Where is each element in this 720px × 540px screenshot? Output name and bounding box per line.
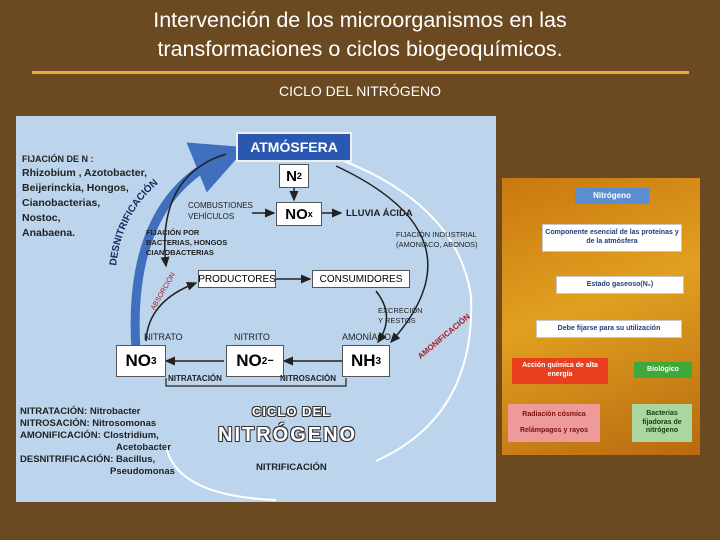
fijacion-list [22,166,147,241]
nitrificacion-label: NITRIFICACIÓN [256,462,327,473]
lluvia-label: LLUVIA ÁCIDA [346,208,413,219]
panel-bacterias: Bacterias fijadoras de nitrógeno [632,404,692,442]
excrecion-label [378,306,423,326]
fij-ind-line-1: FIJACIÓN INDUSTRIAL [396,230,477,239]
panel-radiacion [508,404,600,442]
no2-subscript: 2 [261,355,268,367]
fijacion-line: Beijerinckia, Hongos, [22,182,129,194]
desnitrificacion-arc-label: DESNITRIFICACIÓN [108,177,161,267]
excrecion-line-2: Y RESTOS [378,316,416,325]
productores-box [198,270,276,288]
nox-subscript: x [307,209,313,219]
combustiones-line-2: VEHÍCULOS [188,212,235,221]
combustiones-label [188,200,253,222]
slide-title [0,6,720,64]
organism-line: NITROSACIÓN: Nitrosomonas [20,418,157,429]
amonificacion-label: AMONIFICACIÓN [416,312,472,361]
organism-line: Pseudomonas [110,466,175,477]
nitratacion-label: NITRATACIÓN [168,374,222,383]
no3-box [116,345,166,377]
nox-symbol: NO [285,205,308,223]
title-line-1: Intervención de los microorganismos en las [153,8,567,32]
fijacion-bio-label [146,228,227,258]
amoniaco-label: AMONÍACO [342,332,392,342]
organism-line: AMONIFICACIÓN: Clostridium, [20,430,159,441]
absorcion-label: ABSORCIÓN [150,271,178,312]
combustiones-line-1: COMBUSTIONES [188,201,253,210]
no2-box [226,345,284,377]
fijacion-line: Rhizobium , Azotobacter, [22,167,148,179]
panel-debe: Debe fijarse para su utilización [536,320,682,338]
nh3-subscript: 3 [375,355,382,367]
fij-ind-line-2: (AMONIACO, ABONOS) [396,240,478,249]
n2-box [279,164,309,188]
no3-symbol: NO [125,351,151,370]
nitrogeno-big-label: NITRÓGENO [218,424,358,446]
organism-line: NITRATACIÓN: Nitrobacter [20,406,141,417]
panel-radiacion-line-2: Relámpagos y rayos [519,426,589,434]
nh3-symbol: NH [350,351,376,370]
nh3-box [342,345,390,377]
ciclo-del-label: CICLO DEL [252,404,332,419]
fijacion-industrial-label [396,230,478,250]
atmosfera-box [236,132,352,162]
atmosfera-label: ATMÓSFERA [250,139,338,155]
n2-symbol: N [286,167,297,185]
panel-componente: Componente esencial de las proteínas y de la atmósfera [542,224,682,252]
panel-quimica: Acción química de alta energía [512,358,608,384]
panel-head: Nitrógeno [575,188,649,204]
n2-subscript: 2 [296,171,302,181]
fijacion-line: Anabaena. [22,227,76,239]
title-line-2: transformaciones o ciclos biogeoquímicos. [157,37,563,61]
nitrito-label: NITRITO [234,332,270,342]
no3-subscript: 3 [150,355,157,367]
title-underline [32,71,689,74]
panel-radiacion-line-1: Radiación cósmica [522,410,586,418]
organism-line: Acetobacter [116,442,171,453]
nox-box [276,202,322,226]
fijacion-bio-line-2: BACTERIAS, HONGOS [146,238,228,247]
organism-line: DESNITRIFICACIÓN: Bacillus, [20,454,156,465]
organisms-list [20,406,175,478]
consumidores-box [312,270,410,288]
fijacion-title: FIJACIÓN DE N : [22,154,94,164]
nitrogen-cycle-diagram [16,116,496,502]
panel-estado: Estado gaseoso(N₂) [556,276,684,294]
slide-subtitle: CICLO DEL NITRÓGENO [278,83,442,99]
nitrosacion-label: NITROSACIÓN [280,374,336,383]
fijacion-bio-line-1: FIJACIÓN POR [146,228,200,237]
no2-charge: − [267,355,274,367]
excrecion-line-1: EXCRECIÓN [378,306,423,315]
nitrogen-summary-panel [502,178,700,455]
panel-biologico: Biológico [634,362,692,378]
cycle-circle-left [166,446,276,500]
productores-label: PRODUCTORES [198,273,276,285]
fijacion-bio-line-3: CIANOBACTERIAS [146,248,214,257]
fijacion-line: Nostoc, [22,212,61,224]
fijacion-line: Cianobacterias, [22,197,101,209]
no2-symbol: NO [236,351,262,370]
consumidores-label: CONSUMIDORES [319,273,403,285]
nitrato-label: NITRATO [144,332,183,342]
